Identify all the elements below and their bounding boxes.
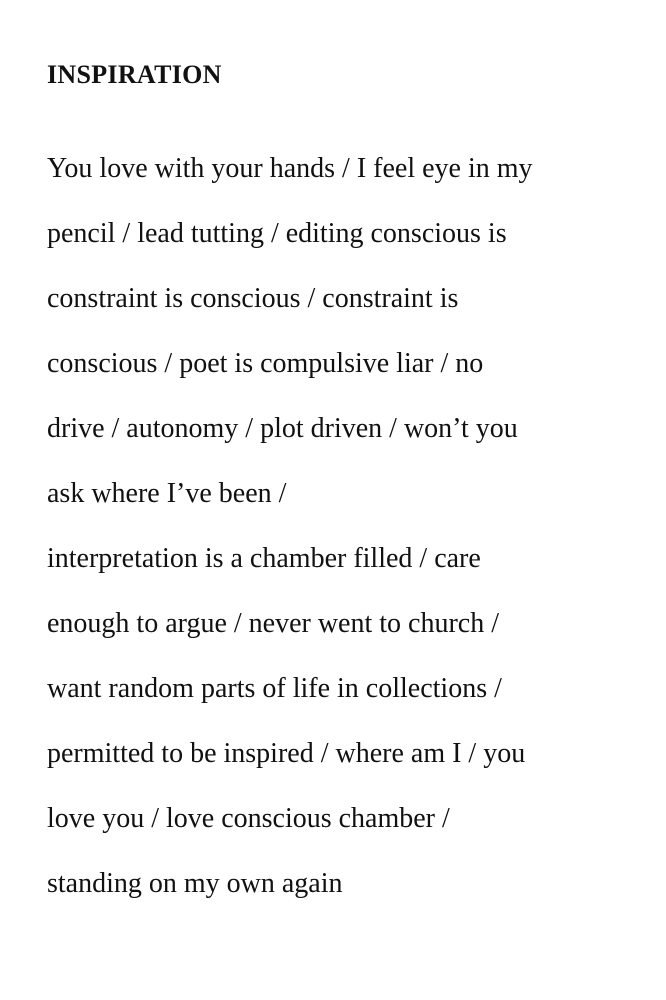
poem-line: constraint is conscious / constraint is [47,283,459,314]
poem-line: drive / autonomy / plot driven / won’t you [47,413,518,444]
poem-line: want random parts of life in collections / [47,673,502,704]
poem-line: standing on my own again [47,868,343,899]
poem-title: INSPIRATION [47,60,222,89]
poem-line: interpretation is a chamber filled / care [47,543,481,574]
poem-line: You love with your hands / I feel eye in my [47,153,533,184]
poem-body [47,146,533,926]
poem-line: conscious / poet is compulsive liar / no [47,348,484,379]
poem-line: pencil / lead tutting / editing conscious is [47,218,507,249]
poem-line: permitted to be inspired / where am I / you [47,738,526,769]
poem-line: enough to argue / never went to church / [47,608,500,639]
poem-line: ask where I’ve been / [47,478,287,509]
poem-line: love you / love conscious chamber / [47,803,450,834]
